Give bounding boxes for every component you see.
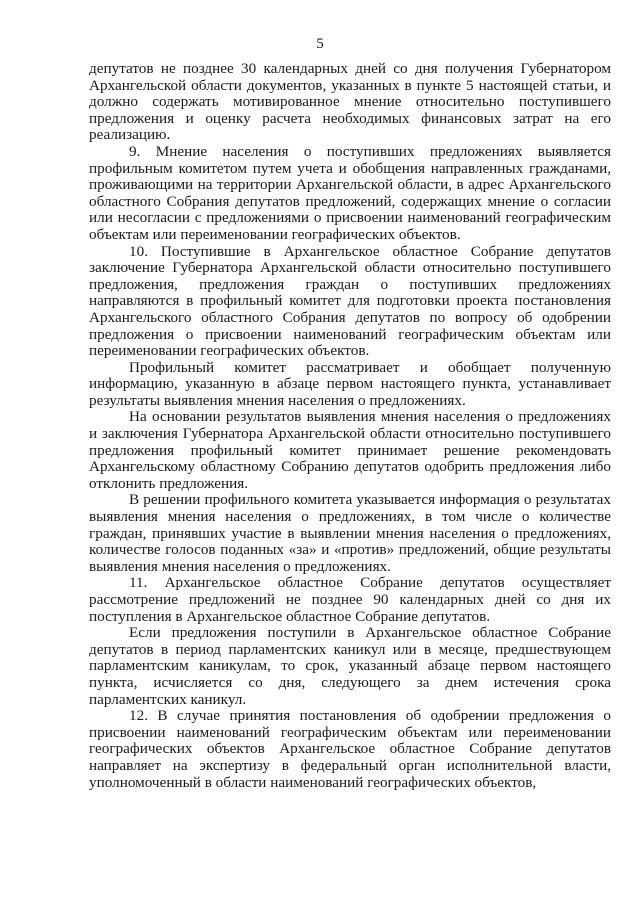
document-body xyxy=(89,61,611,791)
paragraph-item-12: 12. В случае принятия постановления об одобрении предложения о присвоении наименований географическим объектам или переименовании географических объектов Архангельское областное Собрание депутатов направляет на экспертизу в федеральный орган исполнительной власти, уполномоченный в области наименований географических объектов, xyxy=(89,707,611,791)
paragraph-committee-decision: На основании результатов выявления мнения населения о предложениях и заключения Губернатора Архангельской области относительно поступившего предложения профильный комитет принимает решение рекомендовать Архангельскому областному Собранию депутатов одобрить предложения либо отклонить предложения. xyxy=(89,408,611,492)
paragraph-decision-content: В решении профильного комитета указывается информация о результатах выявления мнения населения о предложениях, в том числе о количестве граждан, принявших участие в выявлении мнения населения о предложениях, количестве голосов поданных «за» и «против» предложений, общие результаты выявления мнения населения о предложениях. xyxy=(89,491,611,575)
paragraph-item-10: 10. Поступившие в Архангельское областное Собрание депутатов заключение Губернатора Архангельской области относительно поступившего предложения, предложения граждан о поступивших предложениях направляются в профильный комитет для подготовки проекта постановления Архангельского областного Собрания депутатов по вопросу об одобрении предложения о присвоении наименований географическим объектам или переименовании географических объектов. xyxy=(89,242,611,360)
paragraph-recess-period: Если предложения поступили в Архангельское областное Собрание депутатов в период парламентских каникул или в месяце, предшествующем парламентским каникулам, то срок, указанный абзаце первом настоящего пункта, исчисляется со дня, следующего за днем истечения срока парламентских каникул. xyxy=(89,624,611,708)
paragraph-continuation: депутатов не позднее 30 календарных дней со дня получения Губернатором Архангельской области документов, указанных в пункте 5 настоящей статьи, и должно содержать мотивированное мнение относительно поступившего предложения и оценку расчета необходимых финансовых затрат на его реализацию. xyxy=(89,60,611,144)
paragraph-committee-review: Профильный комитет рассматривает и обобщает полученную информацию, указанную в абзаце первом настоящего пункта, устанавливает результаты выявления мнения населения о предложениях. xyxy=(89,358,611,409)
page-number: 5 xyxy=(316,36,324,52)
paragraph-item-9: 9. Мнение населения о поступивших предложениях выявляется профильным комитетом путем учета и обобщения направленных гражданами, проживающими на территории Архангельской области, в адрес Архангельского областного Собрания депутатов предложений, содержащих мнение о согласии или несогласии с предложениями о присвоении наименований географическим объектам или переименовании географических объектов. xyxy=(89,142,611,243)
paragraph-item-11: 11. Архангельское областное Собрание депутатов осуществляет рассмотрение предложений не позднее 90 календарных дней со дня их поступления в Архангельское областное Собрание депутатов. xyxy=(89,574,611,625)
